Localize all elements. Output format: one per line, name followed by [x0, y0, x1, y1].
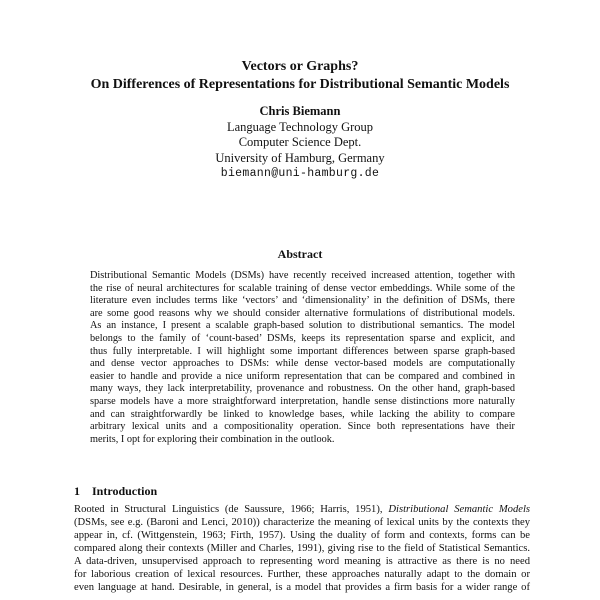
- intro-line: compared along their contexts (Miller and Charles, 1991), giving rise to the field of Statistical Semantics.: [74, 543, 530, 554]
- title-line-2: On Differences of Representations for Distributional Semantic Models: [90, 77, 510, 92]
- abstract-line: As an instance, I present a scalable graph-based solution to distributional semantics. The model: [90, 320, 515, 332]
- author-email: biemann@uni-hamburg.de: [220, 167, 380, 180]
- author-name: Chris Biemann: [259, 104, 341, 118]
- abstract-line: are some good reasons why we should consider alternative formulations of distributional models.: [90, 307, 515, 319]
- abstract-line: and can straightforwardly be linked to knowledge bases, while lacking the ability to compare: [90, 408, 515, 420]
- abstract-line: the rise of neural architectures for scalable training of dense vector embeddings. While some of the: [90, 282, 515, 294]
- introduction-body: [74, 503, 530, 594]
- abstract-line: many ways, they lack interpretability, provenance and robustness. On the other hand, graph-based: [90, 383, 515, 395]
- intro-line: even language at hand. Desirable, in general, is a model that provides a firm basis for a wider range of: [74, 582, 530, 593]
- intro-line: A data-driven, unsupervised approach to representing word meaning is attractive as there is no need: [74, 556, 530, 567]
- abstract-line: Distributional Semantic Models (DSMs) have recently received increased attention, together with: [90, 270, 515, 281]
- abstract-line: belongs to the family of ‘count-based’ DSMs, keeps its representation sparse and explicit, and: [90, 332, 515, 344]
- intro-line: (DSMs, see e.g. (Baroni and Lenci, 2010)) characterize the meaning of lexical units by the contexts they: [74, 517, 530, 528]
- paper-title: [0, 58, 600, 94]
- intro-line: appear in, cf. (Wittgenstein, 1963; Firth, 1957). Using the duality of form and contexts, forms can be: [74, 530, 530, 541]
- abstract-line: sparse models have a more straightforward interpretation, handle sense distinctions more naturally: [90, 395, 515, 407]
- author-block: [0, 104, 600, 182]
- abstract-line: merits, I opt for exploring their combination in the outlook.: [90, 433, 335, 445]
- abstract-line: easier to handle and provide a nice uniform representation that can be compared and combined in: [90, 370, 515, 382]
- abstract-line: arbitrary lexical units and a compositionality operation. Since both representations have their: [90, 421, 515, 433]
- abstract-body: [90, 270, 515, 446]
- abstract-line: and dense vector approaches to DSMs: while dense vector-based models are computationally: [90, 358, 515, 370]
- title-line-1: Vectors or Graphs?: [241, 59, 359, 74]
- affiliation-department: Computer Science Dept.: [238, 135, 362, 149]
- intro-line-text: Rooted in Structural Linguistics (de Saussure, 1966; Harris, 1951),: [74, 504, 383, 515]
- intro-line: [74, 503, 530, 516]
- abstract-line: literature even includes terms like ‘vectors’ and ‘dimensionality’ in the definition of DSMs, there: [90, 295, 515, 307]
- affiliation-group: Language Technology Group: [226, 119, 374, 134]
- intro-line: for laborious creation of lexical resources. Further, these approaches naturally adapt to the domain or: [74, 569, 530, 580]
- section-title: Introduction: [92, 484, 158, 498]
- affiliation-university: University of Hamburg, Germany: [215, 150, 385, 165]
- abstract-heading: Abstract: [277, 247, 323, 261]
- intro-emphasis-dsm: Distributional Semantic Models: [388, 504, 531, 515]
- abstract-line: thus fully interpretable. I will highlight some important differences between sparse graph-based: [90, 345, 515, 357]
- section-heading-introduction: [74, 484, 157, 499]
- section-number: 1: [74, 484, 80, 498]
